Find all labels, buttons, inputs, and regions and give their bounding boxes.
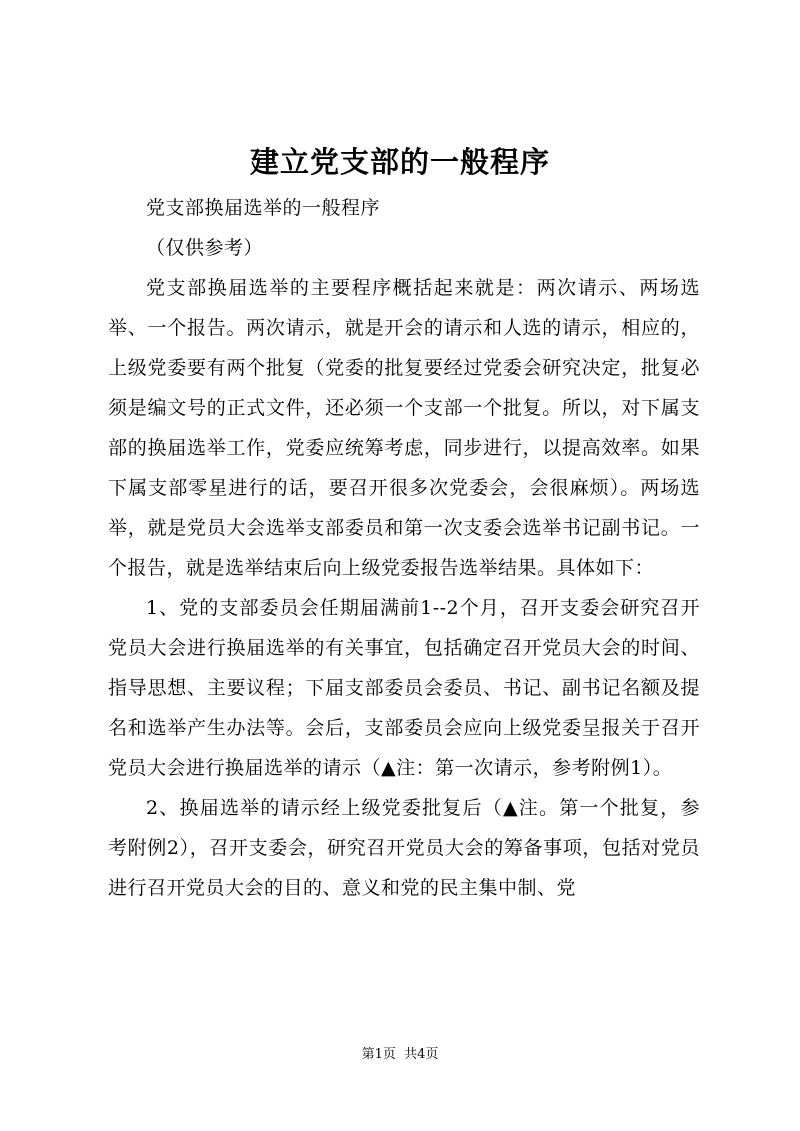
paragraph-step-1: 1、党的支部委员会任期届满前1--2个月，召开支委会研究召开党员大会进行换届选举的有关事宜，包括确定召开党员大会的时间、指导思想、主要议程；下届支部委员会委员、书记、副书记名额及提名和选举产生办法等。会后，支部委员会应向上级党委呈报关于召开党员大会进行换届选举的请示（▲注：第一次请示，参考附例1）。 [108,597,700,779]
paragraph-subtitle: 党支部换届选举的一般程序 [146,197,381,219]
document-title: 建立党支部的一般程序 [249,145,550,179]
paragraph-note: （仅供参考） [146,237,264,259]
document-body [108,188,700,908]
paragraph-step-2: 2、换届选举的请示经上级党委批复后（▲注。第一个批复，参考附例2），召开支委会，研究召开党员大会的筹备事项，包括对党员进行召开党员大会的目的、意义和党的民主集中制、党 [108,797,700,899]
page-number: 第1页 [361,1047,396,1062]
paragraph-overview: 党支部换届选举的主要程序概括起来就是：两次请示、两场选举、一个报告。两次请示，就是开会的请示和人选的请示，相应的，上级党委要有两个批复（党委的批复要经过党委会研究决定，批复必须是编文号的正式文件，还必须一个支部一个批复。所以，对下属支部的换届选举工作，党委应统筹考虑，同步进行，以提高效率。如果下属支部零星进行的话，要召开很多次党委会，会很麻烦）。两场选举，就是党员大会选举支部委员和第一次支委会选举书记副书记。一个报告，就是选举结束后向上级党委报告选举结果。具体如下： [108,277,700,579]
page-footer [0,1045,800,1065]
page-total: 共4页 [404,1047,439,1062]
